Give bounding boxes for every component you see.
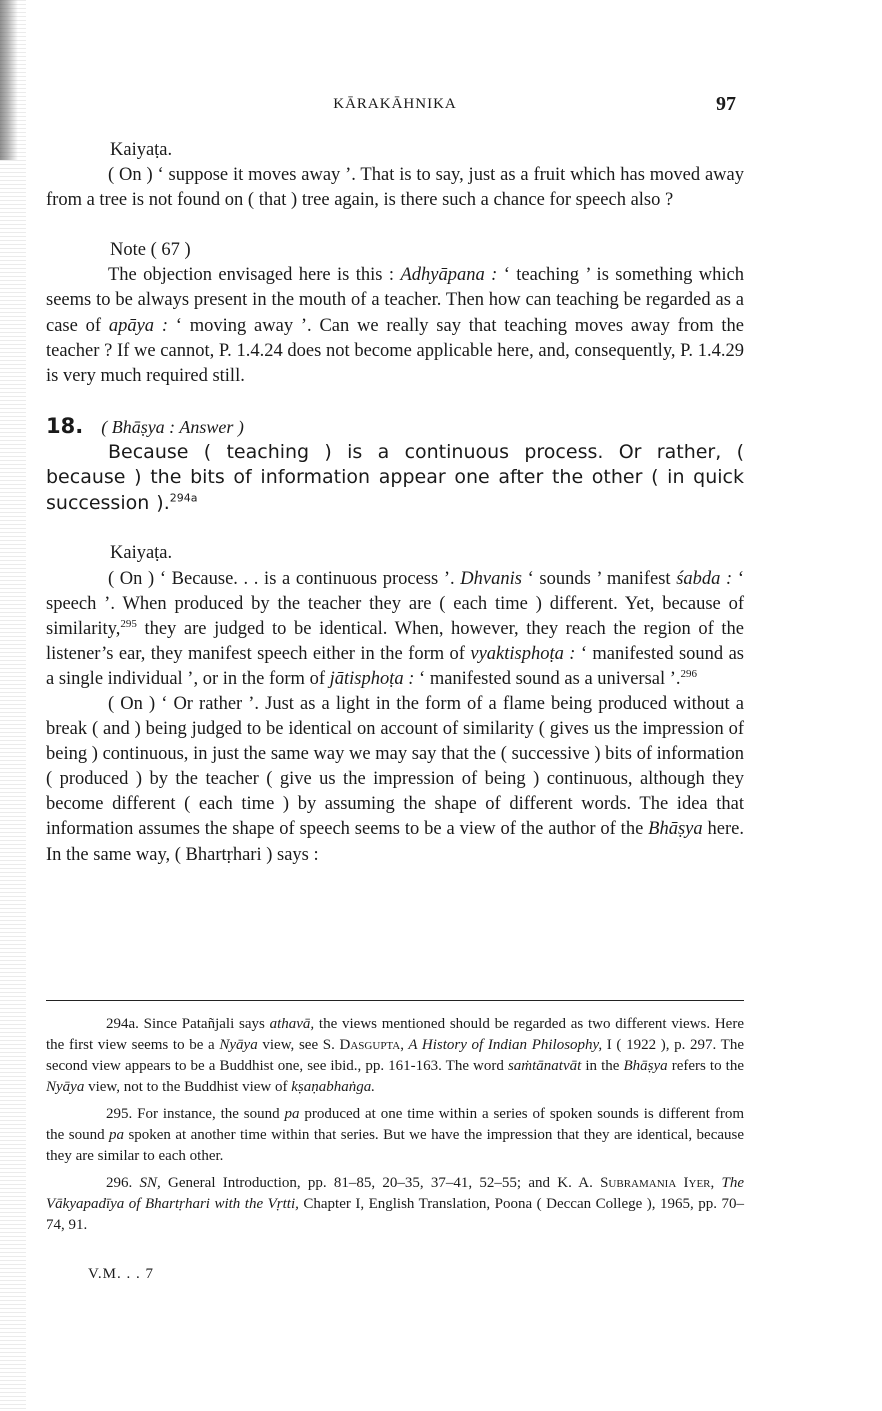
kaiyata-paragraph: ( On ) ‘ Because. . . is a continuous process ’. Dhvanis ‘ sounds ’ manifest śabda : ‘ speech ’. When produced by the teacher they are ( each time ) different. Yet, because of similarity,$^{295}$ they are judged to be identical. When, however, they reach the region of the listener’s ear, they manifest speech either in the form of vyaktisphoṭa : ‘ manifested sound as a single individual ’, or in the form of jātisphoṭa : ‘ manifested sound as a universal ’.$^{296}$ bbox=[46, 568, 744, 689]
footnotes bbox=[46, 1014, 744, 1242]
kaiyata-label: Kaiyaṭa. bbox=[110, 140, 173, 160]
footnote-ref: 294a bbox=[169, 491, 198, 505]
footnote-ref: 295 bbox=[120, 617, 137, 630]
note-label: Note ( 67 ) bbox=[110, 240, 191, 261]
section-title: ( Bhāṣya : Answer ) bbox=[101, 416, 244, 437]
section-heading bbox=[46, 414, 744, 440]
kaiyata-paragraph: ( On ) ‘ Or rather ’. Just as a light in the form of a flame being produced without a break ( and ) being judged to be identical on account of similarity ( gives us the impression of being ) continuous, in just the same way we may say that the ( successive ) bits of information ( produced ) by the teacher ( give us the impression of being ) continuous, although they become different ( each time ) by assuming the shape of different words. The idea that information assumes the shape of speech seems to be a view of the author of the Bhāṣya here. In the same way, ( Bhartṛhari ) says : bbox=[46, 694, 744, 865]
footnote-divider bbox=[46, 1000, 744, 1001]
footnote-294a: 294a. Since Patañjali says athavā, the views mentioned should be regarded as two different views. Here the first view seems to be a Nyāya view, see S. Dasgupta, A History of Indian Philosophy, I ( 1922 ), p. 297. The second view appears to be a Buddhist one, see ibid., pp. 161-163. The word saṁtānatvāt in the Bhāṣya refers to the Nyāya view, not to the Buddhist view of kṣaṇabhaṅga. bbox=[46, 1016, 744, 1095]
scanned-page-edge bbox=[0, 0, 26, 1411]
footnote-295: 295. For instance, the sound pa produced at one time within a series of spoken sounds is different from the sound pa spoken at another time within that series. But we have the impression that they are identical, because they are similar to each other. bbox=[46, 1106, 744, 1164]
main-text bbox=[46, 138, 744, 868]
signature-mark: V.M. . . 7 bbox=[88, 1266, 154, 1282]
page-number: 97 bbox=[716, 93, 736, 115]
kaiyata-paragraph: ( On ) ‘ suppose it moves away ’. That is to say, just as a fruit which has moved away from a tree is not found on ( that ) tree again, is there such a chance for speech also ? bbox=[46, 165, 744, 211]
note-paragraph: The objection envisaged here is this : Adhyāpana : ‘ teaching ’ is something which seems to be always present in the mouth of a teacher. Then how can teaching be regarded as a case of apāya : ‘ moving away ’. Can we really say that teaching moves away from the teacher ? If we cannot, P. 1.4.24 does not become applicable here, and, consequently, P. 1.4.29 is very much required still. bbox=[46, 265, 744, 386]
bhasya-answer-paragraph: Because ( teaching ) is a continuous process. Or rather, ( because ) the bits of information appear one after the other ( in quick succession ).$^{294a}$ bbox=[46, 440, 744, 514]
section-number: 18. bbox=[46, 413, 84, 438]
running-head bbox=[46, 93, 744, 118]
footnote-296: 296. SN, General Introduction, pp. 81–85, 20–35, 37–41, 52–55; and K. A. Subramania Iyer, The Vākyapadīya of Bhartṛhari with the Vṛtti, Chapter I, English Translation, Poona ( Deccan College ), 1965, pp. 70–74, 91. bbox=[46, 1175, 745, 1233]
book-page bbox=[46, 0, 744, 1411]
kaiyata-label: Kaiyaṭa. bbox=[110, 543, 173, 564]
footnote-ref: 296 bbox=[680, 667, 698, 680]
running-title: KĀRAKĀHNIKA bbox=[333, 96, 457, 112]
